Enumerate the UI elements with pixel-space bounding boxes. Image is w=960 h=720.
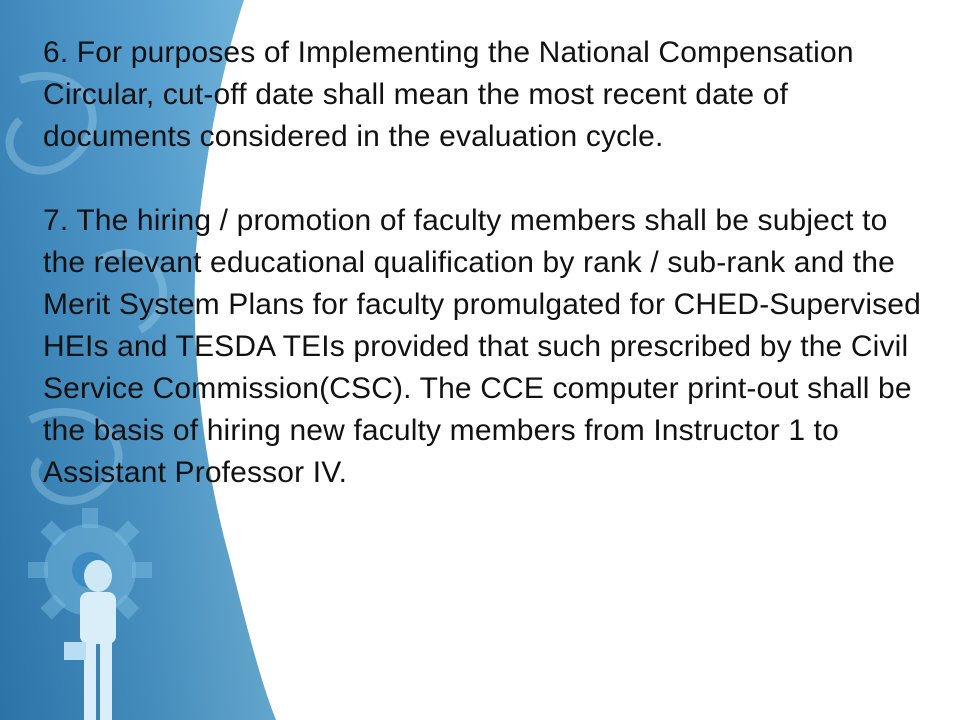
paragraph-7: 7. The hiring / promotion of faculty members shall be subject to the relevant educational qualification by rank / sub-rank and the Merit System Plans for faculty promulgated for CHED-Supervised HEIs and TESDA TEIs provided that such prescribed by the Civil Service Commission(CSC). The CCE computer print-out shall be the basis of hiring new faculty members from Instructor 1 to Assistant Professor IV.	[43, 204, 921, 489]
paragraph-6: 6. For purposes of Implementing the National Compensation Circular, cut-off date shall mean the most recent date of documents considered in the evaluation cycle.	[43, 36, 854, 153]
slide-content	[43, 32, 923, 494]
